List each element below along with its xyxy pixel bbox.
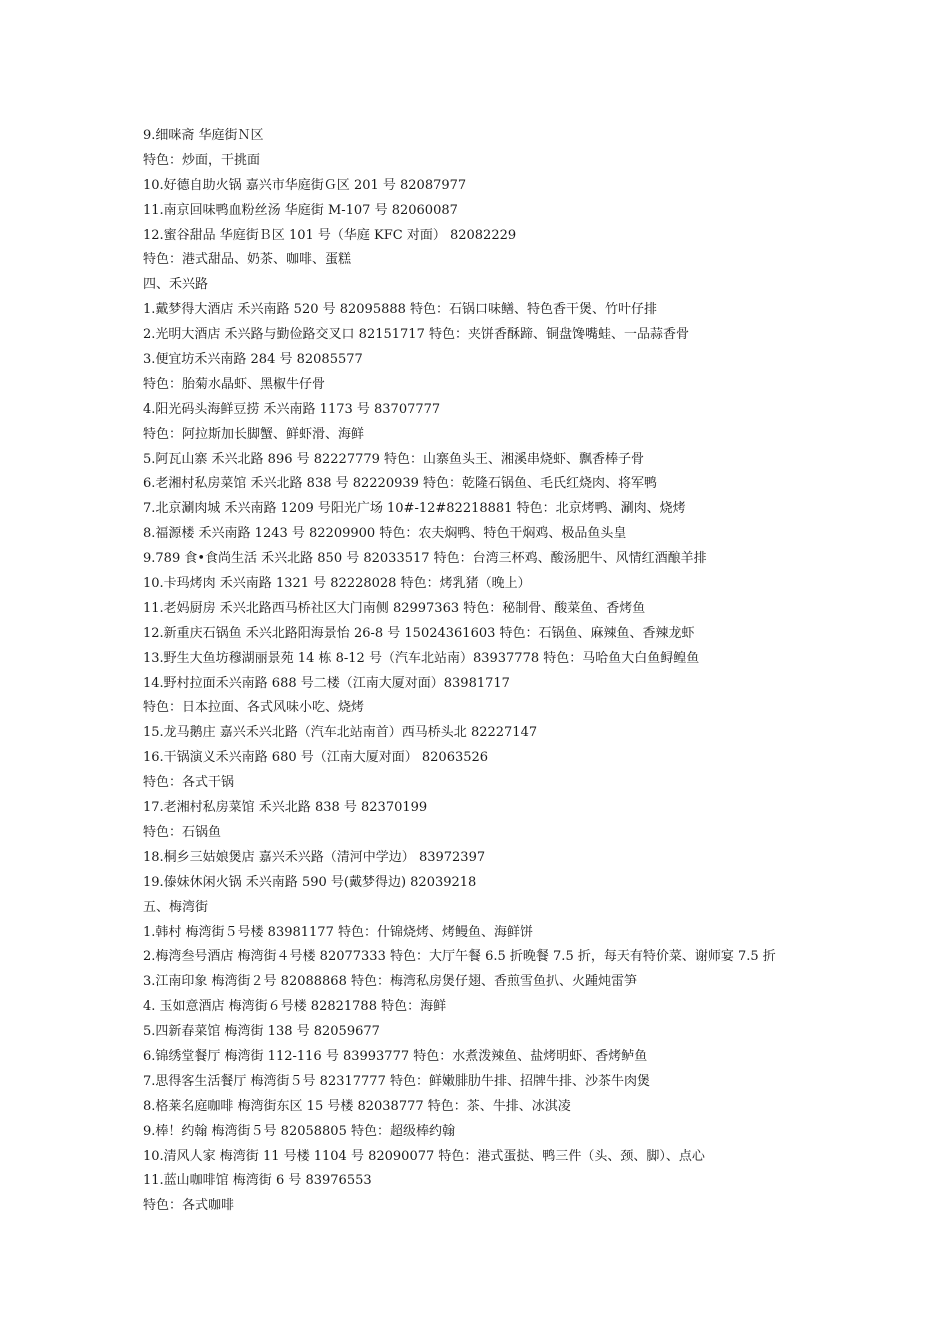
text-line: 1.戴梦得大酒店 禾兴南路 520 号 82095888 特色：石锅口味鳝、特色香干煲、竹叶仔排 [143, 302, 658, 318]
text-line: 10.清风人家 梅湾街 11 号楼 1104 号 82090077 特色：港式蛋挞、鸭三件（头、颈、脚）、点心 [143, 1148, 705, 1164]
text-line: 2.梅湾叁号酒店 梅湾街４号楼 82077333 特色：大厅午餐 6.5 折晚餐 7.5 折，每天有特价菜、谢师宴 7.5 折 [143, 949, 776, 965]
text-line: 特色：港式甜品、奶茶、咖啡、蛋糕 [143, 252, 352, 268]
text-line: 18.桐乡三姑娘煲店 嘉兴禾兴路（清河中学边） 83972397 [143, 849, 486, 865]
text-line: 9.棒！约翰 梅湾街５号 82058805 特色：超级棒约翰 [143, 1123, 455, 1139]
text-line: 5.阿瓦山寨 禾兴北路 896 号 82227779 特色：山寨鱼头王、湘溪串烧虾、飘香棒子骨 [143, 451, 645, 467]
text-line: 9.细咪斋 华庭街Ｎ区 [143, 128, 264, 143]
text-line: 特色：各式咖啡 [143, 1198, 235, 1214]
text-line: 6.老湘村私房菜馆 禾兴北路 838 号 82220939 特色：乾隆石锅鱼、毛氏红烧肉、将军鸭 [143, 476, 658, 492]
text-line: 1.韩村 梅湾街５号楼 83981177 特色：什锦烧烤、烤鳗鱼、海鲜饼 [143, 924, 533, 940]
text-line: 6.锦绣堂餐厅 梅湾街 112-116 号 83993777 特色：水煮泼辣鱼、盐烤明虾、香烤鲈鱼 [143, 1048, 648, 1064]
section-heading: 四、禾兴路 [143, 277, 209, 293]
text-line: 7.思得客生活餐厅 梅湾街５号 82317777 特色：鲜嫩腓肋牛排、招牌牛排、沙茶牛肉煲 [143, 1073, 650, 1089]
text-line: 特色：炒面，干挑面 [143, 152, 261, 168]
text-line: 2.光明大酒店 禾兴路与勤俭路交叉口 82151717 特色：夹饼香酥蹄、铜盘馋嘴蛙、一品蒜香骨 [143, 327, 689, 343]
text-line: 13.野生大鱼坊穆湖丽景苑 14 栋 8-12 号（汽车北站南）83937778 特色：马哈鱼大白鱼鲟鳇鱼 [143, 650, 700, 666]
text-line: 11.蓝山咖啡馆 梅湾街 6 号 83976553 [143, 1173, 372, 1189]
text-line: 7.北京涮肉城 禾兴南路 1209 号阳光广场 10#-12#82218881 特色：北京烤鸭、涮肉、烧烤 [143, 501, 686, 517]
text-line: 特色：各式干锅 [143, 775, 235, 791]
text-line: 17.老湘村私房菜馆 禾兴北路 838 号 82370199 [143, 800, 428, 816]
text-line: 4. 玉如意酒店 梅湾街６号楼 82821788 特色：海鲜 [143, 999, 447, 1015]
text-line: 19.傣妹休闲火锅 禾兴南路 590 号(戴梦得边) 82039218 [143, 874, 477, 890]
text-line: 5.四新春菜馆 梅湾街 138 号 82059677 [143, 1024, 380, 1040]
text-line: 9.789 食•食尚生活 禾兴北路 850 号 82033517 特色：台湾三杯鸡、酸汤肥牛、风情红酒酿羊排 [143, 551, 707, 567]
text-line: 10.好德自助火锅 嘉兴市华庭街Ｇ区 201 号 82087977 [143, 177, 467, 193]
section-heading: 五、梅湾街 [143, 899, 209, 915]
text-line: 3.便宜坊禾兴南路 284 号 82085577 [143, 352, 363, 368]
text-line: 特色：胎菊水晶虾、黑椒牛仔骨 [143, 376, 326, 392]
text-line: 15.龙马鹅庄 嘉兴禾兴北路（汽车北站南首）西马桥头北 82227147 [143, 725, 538, 741]
text-line: 12.蜜谷甜品 华庭街Ｂ区 101 号（华庭 KFC 对面） 82082229 [143, 227, 517, 243]
text-line: 11.老妈厨房 禾兴北路西马桥社区大门南侧 82997363 特色：秘制骨、酸菜鱼、香烤鱼 [143, 600, 646, 616]
text-line: 4.阳光码头海鲜豆捞 禾兴南路 1173 号 83707777 [143, 401, 441, 417]
text-line: 特色：日本拉面、各式风味小吃、烧烤 [143, 700, 365, 716]
text-line: 11.南京回味鸭血粉丝汤 华庭街 M-107 号 82060087 [143, 202, 458, 218]
text-line: 8.格莱名庭咖啡 梅湾街东区 15 号楼 82038777 特色：茶、牛排、冰淇凌 [143, 1098, 571, 1114]
text-line: 特色：石锅鱼 [143, 824, 222, 840]
text-line: 12.新重庆石锅鱼 禾兴北路阳海景怡 26-8 号 15024361603 特色：石锅鱼、麻辣鱼、香辣龙虾 [143, 625, 695, 641]
text-line: 特色：阿拉斯加长脚蟹、鲜虾滑、海鲜 [143, 426, 365, 442]
text-line: 3.江南印象 梅湾街２号 82088868 特色：梅湾私房煲仔翅、香煎雪鱼扒、火踵炖雷笋 [143, 974, 637, 990]
text-line: 16.干锅演义禾兴南路 680 号（江南大厦对面） 82063526 [143, 750, 489, 766]
document-body [143, 124, 933, 1219]
text-line: 14.野村拉面禾兴南路 688 号二楼（江南大厦对面）83981717 [143, 675, 510, 691]
text-line: 10.卡玛烤肉 禾兴南路 1321 号 82228028 特色：烤乳猪（晚上） [143, 576, 531, 592]
text-line: 8.福源楼 禾兴南路 1243 号 82209900 特色：农夫焖鸭、特色干焖鸡、极品鱼头皇 [143, 526, 627, 542]
